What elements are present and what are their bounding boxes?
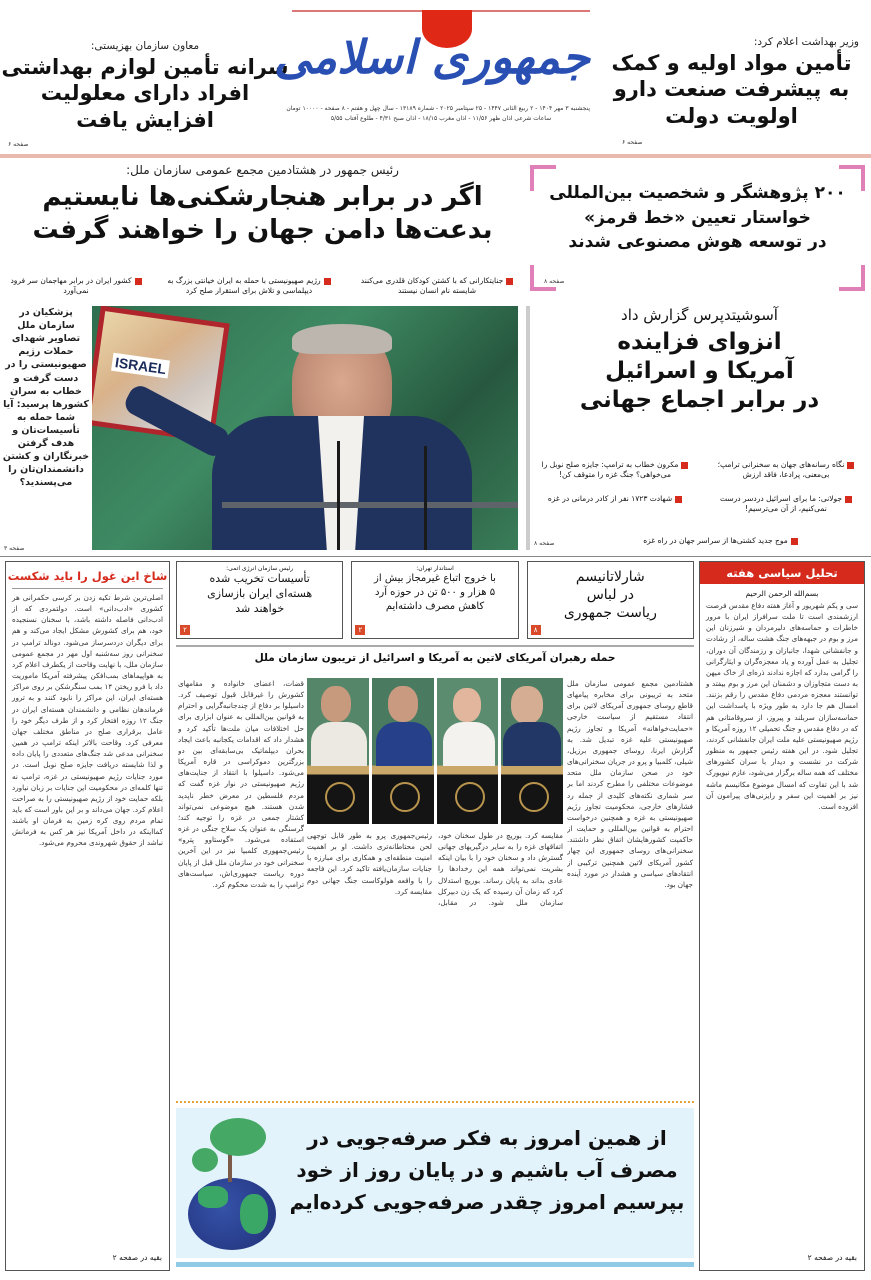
leader-photo (501, 678, 563, 824)
page-reference: صفحه ۶ (8, 141, 29, 148)
headline-line: در توسعه هوش مصنوعی شدند (568, 232, 827, 253)
analysis-column[interactable] (699, 561, 865, 1271)
bullet-icon (847, 462, 854, 469)
lead-bullet[interactable]: کشور ایران در برابر مهاجمان سر فرود نمی‌آورد (6, 276, 146, 304)
page-reference: صفحه ۸ (534, 540, 555, 547)
latam-col-right: هشتادمین مجمع عمومی سازمان ملل متحد به تریبونی برای مخابره پیامهای قاطع روسای جمهوری آمریکای لاتین برای انتقاد مستقیم از سیاست خارجی «حمایت‌خواهانه» آمریکا و تجاوز رژیم صهیونیستی علیه غزه تبدیل شد. به گزارش ایرنا، روسای جمهوری برزیل، شیلی، کلمبیا و پرو در جریان سخنرانی‌های خود در صحن سازمان ملل متحد موضوعات مختلفی را مطرح کردند اما بر سر شماری نکته‌های کلیدی از جمله رد فشارهای خارجی، محکومیت تجاوز رژیم صهیونیستی به غزه و همچنین درخواست احترام به قوانین بین‌المللی و حمایت از حاکمیت کشورهایشان اتفاق نظر داشتند. سخنرانی‌های روسای جمهوری این چهار کشور آمریکای لاتین همچنین ترکیبی از انتقادهای سیاسی و هشدار در مورد آینده جهان بود. (567, 679, 693, 889)
divider (176, 645, 694, 647)
leader-suit (503, 722, 561, 766)
un-emblem-icon (519, 782, 549, 812)
masthead-divider (0, 154, 871, 158)
headline-line: در برابر اجماع جهانی (579, 387, 820, 414)
water-saving-ad[interactable] (176, 1108, 694, 1258)
teaser-line: هسته‌ای ایران بازسازی (207, 587, 313, 601)
continued-link[interactable]: بقیه در صفحه ۲ (112, 1253, 162, 1262)
photo-caption-box (2, 306, 90, 554)
isolation-story[interactable] (532, 306, 867, 456)
tree-crown (210, 1118, 266, 1156)
page-reference: صفحه ۸ (544, 278, 565, 285)
analysis-body: سی و یکم شهریور و آغاز هفته دفاع مقدس فرصت ارزشمندی است تا ملت سرافراز ایران با مرور خاطرات و حماسه‌های دلیرمردان و شیرزنان این مرز و بوم در جبهه‌های جنگ هشت ساله، از رشادت و جانفشانی شهدا، جانبازان و رزمندگان آن دوران، تجلیل به عمل آورده و یاد معجزه‌گران و ایثارگرانی را گرامی بدارد که اجازه ندادند ذره‌ای از خاک میهن به دست متجاوزان و دشمنان این مرز و بوم بیفتد و توانستند معجزه مردمی دفاع مقدس را رقم بزنند. امسال هم جا دارد به طور ویژه با پاسداشت این حماسه‌سازان سربلند و پیروز، از سروقامتانی هم که در دفاع مقدس و جنگ تحمیلی ۱۲ روزه آمریکا و رژیم صهیونیستی علیه ملت ایران جانفشانی کردند، تجلیل شود. در این هفته رئیس جمهور به منظور شرکت در نشست و دیدار با سران کشورهای مختلف که همه ساله برگزار می‌شود، عازم نیویورک شد با این تفاوت که امسال موضوع مکانیسم ماشه نیز بر اهمیت این سفر و رایزنی‌های پیرامون آن افزوده است. (706, 601, 858, 811)
ad-line: مصرف آب باشیم و در پایان روز از خود (296, 1158, 678, 1182)
teaser-line: ۵ هزار و ۵۰۰ تن در حوزه آرد (374, 587, 496, 599)
page-reference: صفحه ۳ (4, 545, 25, 552)
editorial-title: شاخ این غول را باید شکست (7, 569, 168, 583)
ad-line: از همین امروز به فکر صرفه‌جویی در (307, 1126, 667, 1150)
un-emblem-icon (455, 782, 485, 812)
leader-suit (443, 722, 495, 766)
lead-headline-line: بدعت‌ها دامن جهان را خواهند گرفت (32, 215, 493, 246)
continent (240, 1194, 268, 1234)
kicker: آسوشیتدپرس گزارش داد (621, 306, 778, 324)
isolation-bullet[interactable]: جولانی: ما برای اسرائیل دردسر درست نمی‌کنیم، از آن می‌ترسیم! (705, 494, 867, 514)
podium-rail (222, 502, 518, 508)
frame-corner (839, 265, 865, 291)
teaser-box[interactable] (176, 561, 343, 639)
leader-suit (376, 722, 432, 766)
microphone (337, 441, 340, 550)
un-emblem-icon (390, 782, 420, 812)
headline-line: تأمین مواد اولیه و کمک (611, 51, 852, 75)
dateline-date: پنجشنبه ۳ مهر ۱۴۰۴ - ۲ ربیع الثانی ۱۴۴۷ - ۲۵ سپتامبر ۲۰۲۵ - شماره ۱۳۱۸۹ - سال چهل و هفتم - ۸ صفحه - ۱۰۰۰۰ تومان (286, 105, 590, 112)
lead-kicker: رئیس جمهور در هشتادمین مجمع عمومی سازمان ملل: (126, 163, 399, 177)
logo (274, 10, 590, 100)
speaker-hair (292, 324, 392, 354)
isolation-bullet[interactable]: موج جدید کشتی‌ها از سراسر جهان در راه غزه (574, 536, 867, 546)
teaser-line: خواهند شد (235, 601, 285, 615)
headline-line: خواستار تعیین «خط قرمز» (584, 207, 811, 228)
latam-col-left: قضات، اعضای خانواده و مقامهای کشورش را غیرقابل قبول توصیف کرد. داسیلوا بر دفاع از چندجانبه‌گرایی و احترام به قوانین بین‌المللی به عنوان ابزاری برای حل اختلافات میان ملت‌ها تأکید کرد و هشدار داد که اقدامات یکجانبه باعث ایجاد بحران دیپلماتیک بی‌سابقه‌ای بین دو بزرگترین دموکراسی در قاره آمریکا می‌شود. داسیلوا با انتقاد از جنایت‌های رژیم صهیونیستی در نوار غزه گفت که مردم فلسطین در معرض خطر ناپدید شدن هستند. هیچ موضوعی نمی‌تواند کشتار جمعی در غزه را توجیه کند؛ گرسنگی به عنوان یک سلاح جنگی در غزه استفاده می‌شود. «گوستاوو پترو» رئیس‌جمهوری کلمبیا نیز در این آخرین سخنرانی خود در سازمان ملل قبل از پایان دوره ریاست جمهوری‌اش، سیاست‌های ترامپ را به شدت محکوم کرد. (178, 679, 304, 889)
teaser-line: در لباس (586, 587, 634, 604)
ad-bottom-bar (176, 1262, 694, 1267)
kicker: معاون سازمان بهزیستی: (90, 40, 200, 52)
lead-bullet[interactable]: جنایتکارانی که با کشتن کودکان قلدری می‌کنند شایسته نام انسان نیستند (352, 276, 522, 304)
ad-text (284, 1122, 690, 1218)
headline-line: ۲۰۰ پژوهشگر و شخصیت بین‌المللی (549, 183, 846, 203)
headline-line: افراد دارای معلولیت (40, 81, 250, 106)
editorial-body: اصلی‌ترین شرط تکیه زدن بر کرسی حکمرانی هر کشوری «ادب‌دانی» است. دولتمردی که از ادب‌دانی فاصله داشته باشد، با سخنان نسنجیده خود، هم برای کشورش مشکل ایجاد می‌کند و هم برای دیگران دردسرساز می‌شود. دونالد ترامپ در سخنرانی روز سه‌شنبه اول مهر در مجمع عمومی سازمان ملل، با نهایت وقاحت از یکطرف اعلام کرد به هواپیماهای بمب‌افکن پیشرفته آمریکا ماموریت داد با فرو ریختن ۱۴ بمب سنگرشکن بر روی مراکز هسته‌ای ایران، این مراکز را نابود کنند و به ترور فرماندهان نظامی و دانشمندان هسته‌ای ایران در جنگ ۱۲ روزه افتخار کرد و از طرف دیگر خود را عامل برقراری صلح در مناطق مختلف جهان معرفی کرد. وقاحت بالاتر اینکه ترامپ در همین سخنرانی مدعی شد جنگ‌های متعددی را پایان داده و لذا شایسته دریافت جایزه صلح نوبل است. در مورد جنایات رژیم صهیونیستی در غزه، ترامپ نه تنها کلمه‌ای در محکومیت این جنایات بر زبان نیاورد بلکه حمایت خود از رژیم صهیونیستی را به صراحت اعلام کرد. جهان می‌داند و بر این باور است که باید تمام مردم روی کره زمین به فرمان او باشند کمااینکه در داخل آمریکا نیز هر کس به فرمانش نباشد از حقوق شهروندی محروم می‌شود. (12, 593, 163, 848)
analysis-title: تحلیل سیاسی هفته (700, 562, 864, 584)
teaser-line: شارلاتانیسم (575, 569, 645, 585)
teaser-line: کاهش مصرف داشته‌ایم (385, 601, 485, 613)
bullet-icon (845, 496, 852, 503)
dateline-prayer-times: ساعات شرعی اذان ظهر ۱۱/۵۶ - اذان مغرب ۱۸/۱۵ - اذان صبح ۴/۳۱ - طلوع آفتاب ۵/۵۵ (330, 115, 552, 123)
microphone (424, 446, 427, 550)
headline-line: اولویت دولت (665, 103, 798, 128)
ad-line: بپرسیم امروز چقدر صرفه‌جویی کرده‌ایم (289, 1190, 685, 1214)
editorial-column[interactable] (5, 561, 170, 1271)
un-emblem-icon (325, 782, 355, 812)
lead-story[interactable] (0, 163, 525, 248)
bullet-icon (135, 278, 142, 285)
kicker: وزیر بهداشت اعلام کرد: (753, 36, 859, 48)
isolation-bullet[interactable]: شهادت ۱۷۲۳ نفر از کادر درمانی در غزه (534, 494, 696, 504)
headline-line: آمریکا و اسرائیل (605, 357, 794, 384)
photo-caption: پزشکیان در سازمان ملل تصاویر شهدای حملات رژیم صهیونیستی را در دست گرفت و خطاب به سران کشورها پرسید: آیا شما حمله به تأسیسات‌تان و هدف گرفتن خبرنگاران و کشتن دانشمندان‌تان را می‌پسندید؟ (2, 307, 90, 489)
teaser-kicker: رئیس سازمان انرژی اتمی: (226, 565, 294, 572)
teaser-box[interactable] (351, 561, 518, 639)
ai-redline-story[interactable] (530, 165, 865, 291)
tree-crown (192, 1148, 218, 1172)
page-number-tag: ۲ (355, 625, 365, 635)
page-number-tag: ۲ (180, 625, 190, 635)
isolation-bullet[interactable]: مکرون خطاب به ترامپ: جایزه صلح نوبل را می‌خواهی؟ جنگ غزه را متوقف کن! (534, 460, 696, 480)
ad-dotted-rule (176, 1101, 694, 1104)
lead-bullets (6, 276, 522, 304)
headline-line: به پیشرفت صنعت دارو (613, 77, 850, 102)
latam-headline[interactable]: حمله رهبران آمریکای لاتین به آمریکا و اسرائیل از تریبون سازمان ملل (254, 652, 616, 664)
top-right-story[interactable] (592, 36, 871, 150)
leader-face (511, 686, 543, 724)
teaser-line: ریاست جمهوری (563, 605, 657, 622)
page-reference: صفحه ۶ (622, 139, 643, 146)
continent (198, 1186, 228, 1208)
leader-photo (437, 678, 499, 824)
top-left-story[interactable] (0, 40, 290, 150)
continued-link[interactable]: بقیه در صفحه ۲ (807, 1253, 857, 1262)
page-number-tag: ۸ (531, 625, 541, 635)
bullet-icon (681, 462, 688, 469)
poster-sign: ISRAEL (111, 353, 170, 379)
headline-line: انزوای فزاینده (617, 328, 782, 355)
isolation-bullet[interactable]: نگاه رسانه‌های جهان به سخنرانی ترامپ؛ بی‌معنی، پرادعا، فاقد ارزش (705, 460, 867, 480)
teaser-line: تأسیسات تخریب شده (209, 572, 310, 586)
logo-title: جمهوری اسلامی (274, 30, 590, 84)
leader-face (388, 686, 418, 722)
lead-photo[interactable] (92, 306, 518, 550)
leader-photo (307, 678, 369, 824)
leader-photo (372, 678, 434, 824)
globe (188, 1178, 276, 1250)
basmala: بسم‌الله الرحمن الرحیم (745, 589, 819, 598)
dateline (286, 104, 590, 124)
latam-photos[interactable] (307, 678, 563, 824)
divider (12, 588, 163, 589)
lead-bullet[interactable]: رژیم صهیونیستی با حمله به ایران خیانتی بزرگ به دیپلماسی و تلاش برای استقرار صلح کرد (154, 276, 344, 304)
bullet-icon (675, 496, 682, 503)
section-divider (0, 556, 871, 557)
lead-headline-line: اگر در برابر هنجارشکنی‌ها نایستیم (42, 182, 483, 212)
leader-face (321, 686, 351, 722)
masthead (0, 0, 871, 160)
bullet-icon (324, 278, 331, 285)
latam-col-mid: مقایسه کرد. بوریچ در طول سخنان خود، اتفاقهای غزه را به سایر درگیریهای جهانی گسترش داد و سخنان خود را با بیان اینکه بشریت نمی‌تواند همه این رخدادها را عادی بداند به پایان رساند. بوریچ استدلال کرد که زمان آن رسیده که یک زن دبیرکل سازمان ملل شود. در مقابل، رئیس‌جمهوری پرو به طور قابل توجهی لحن محتاطانه‌تری داشت. او بر اهمیت امنیت منطقه‌ای و همکاری برای مبارزه با جنایات سازمان‌یافته تاکید کرد. این فاجعه را با واقعه هولوکاست جنگ جهانی دوم مقایسه کرد. (307, 831, 563, 907)
teaser-box[interactable] (527, 561, 694, 639)
isolation-bullets (534, 460, 867, 554)
bullet-icon (791, 538, 798, 545)
teaser-row (176, 561, 694, 639)
teaser-kicker: استاندار تهران: (416, 565, 454, 572)
column-rule (526, 306, 530, 550)
earth-tree-icon (184, 1118, 279, 1248)
headline-line: افزایش یافت (76, 107, 214, 132)
headline-line: سرانه تأمین لوازم بهداشتی (1, 55, 289, 79)
leader-face (453, 688, 481, 722)
bullet-icon (506, 278, 513, 285)
leader-suit (311, 722, 367, 766)
teaser-line: با خروج اتباع غیرمجاز بیش از (374, 573, 496, 585)
